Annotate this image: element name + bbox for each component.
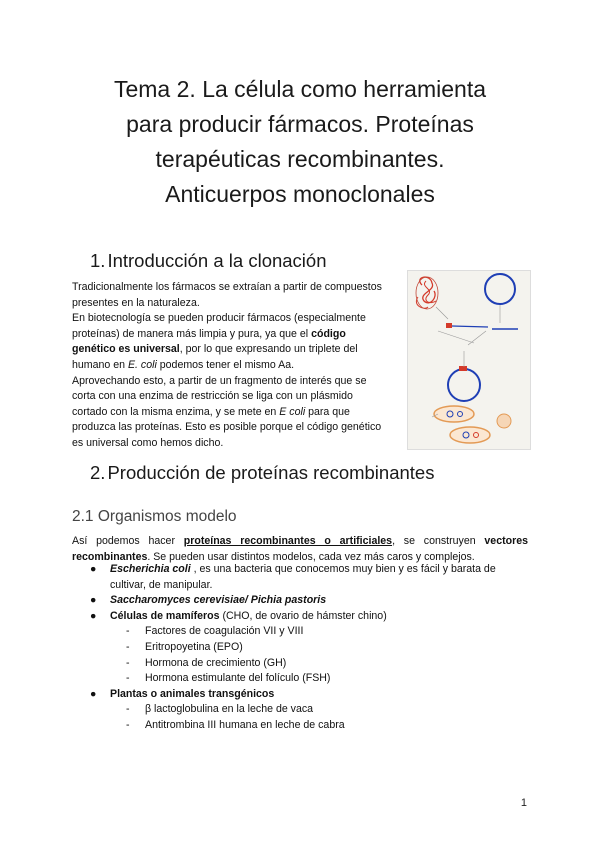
insert-fragment-icon: [446, 323, 452, 328]
sublist-item: - Eritropoyetina (EPO): [126, 640, 243, 653]
bacteria-cells-icon: [432, 406, 511, 443]
section-1-heading: 1. Introducción a la clonación: [90, 250, 327, 271]
sublist: [110, 702, 530, 733]
list-item: ● Escherichia coli , es una bacteria que conocemos muy bien y es fácil y barata de cultivar, de manipular.: [90, 563, 496, 591]
sublist-item: - β lactoglobulina en la leche de vaca: [126, 703, 314, 716]
sublist-item: - Antitrombina III humana en leche de cabra: [126, 718, 345, 731]
sublist: [110, 624, 530, 686]
model-organisms-list: [90, 562, 530, 734]
document-title: Tema 2. La célula como herramienta para producir fármacos. Proteínas terapéuticas recombinantes. Anticuerpos monoclonales: [113, 76, 487, 207]
list-item: ● Saccharomyces cerevisiae/ Pichia pastoris: [90, 594, 327, 607]
intro-paragraph: Tradicionalmente los fármacos se extraían a partir de compuestos presentes en la naturaleza. En biotecnología se pueden producir fármacos (especialmente proteínas) de manera más limpia y pura, ya que el código genético es universal, por lo que expresando un triplete del humano en E. coli podemos tener el mismo Aa. Aprovechando esto, a partir de un fragmento de interés que se corta con una enzima de restricción se liga con un plásmido cortado con la misma enzima, y se mete en E coli para que produzca las proteínas. Esto es posible porque el código genético es universal como hemos dicho.: [72, 281, 382, 449]
list-item: ● Células de mamíferos (CHO, de ovario de hámster chino) - Factores de coagulación VII y VIII - Eritropoyetina (EPO) - Hormona de crecimiento (GH) - Hormona estimulante del folículo (FSH): [90, 609, 530, 687]
sublist-item: - Hormona de crecimiento (GH): [126, 656, 287, 669]
chromosome-icon: [416, 277, 438, 309]
sublist-item: - Factores de coagulación VII y VIII: [126, 625, 304, 638]
list-item: ● Plantas o animales transgénicos - β lactoglobulina en la leche de vaca - Antitrombina III humana en leche de cabra: [90, 687, 530, 734]
section-2-heading: 2. Producción de proteínas recombinantes: [90, 462, 435, 483]
sublist-item: - Hormona estimulante del folículo (FSH): [126, 672, 331, 685]
models-paragraph: Así podemos hacer proteínas recombinantes o artificiales, se construyen vectores recombinantes. Se pueden usar distintos modelos, cada vez más caros y complejos.: [72, 535, 528, 563]
plasmid-icon: [485, 274, 515, 304]
recombinant-plasmid-icon: [448, 369, 480, 401]
page-number: 1: [520, 797, 527, 809]
cloning-diagram: [407, 270, 531, 450]
subsection-2-1-heading: 2.1 Organismos modelo: [72, 508, 237, 525]
cloning-diagram-svg: [408, 271, 530, 449]
